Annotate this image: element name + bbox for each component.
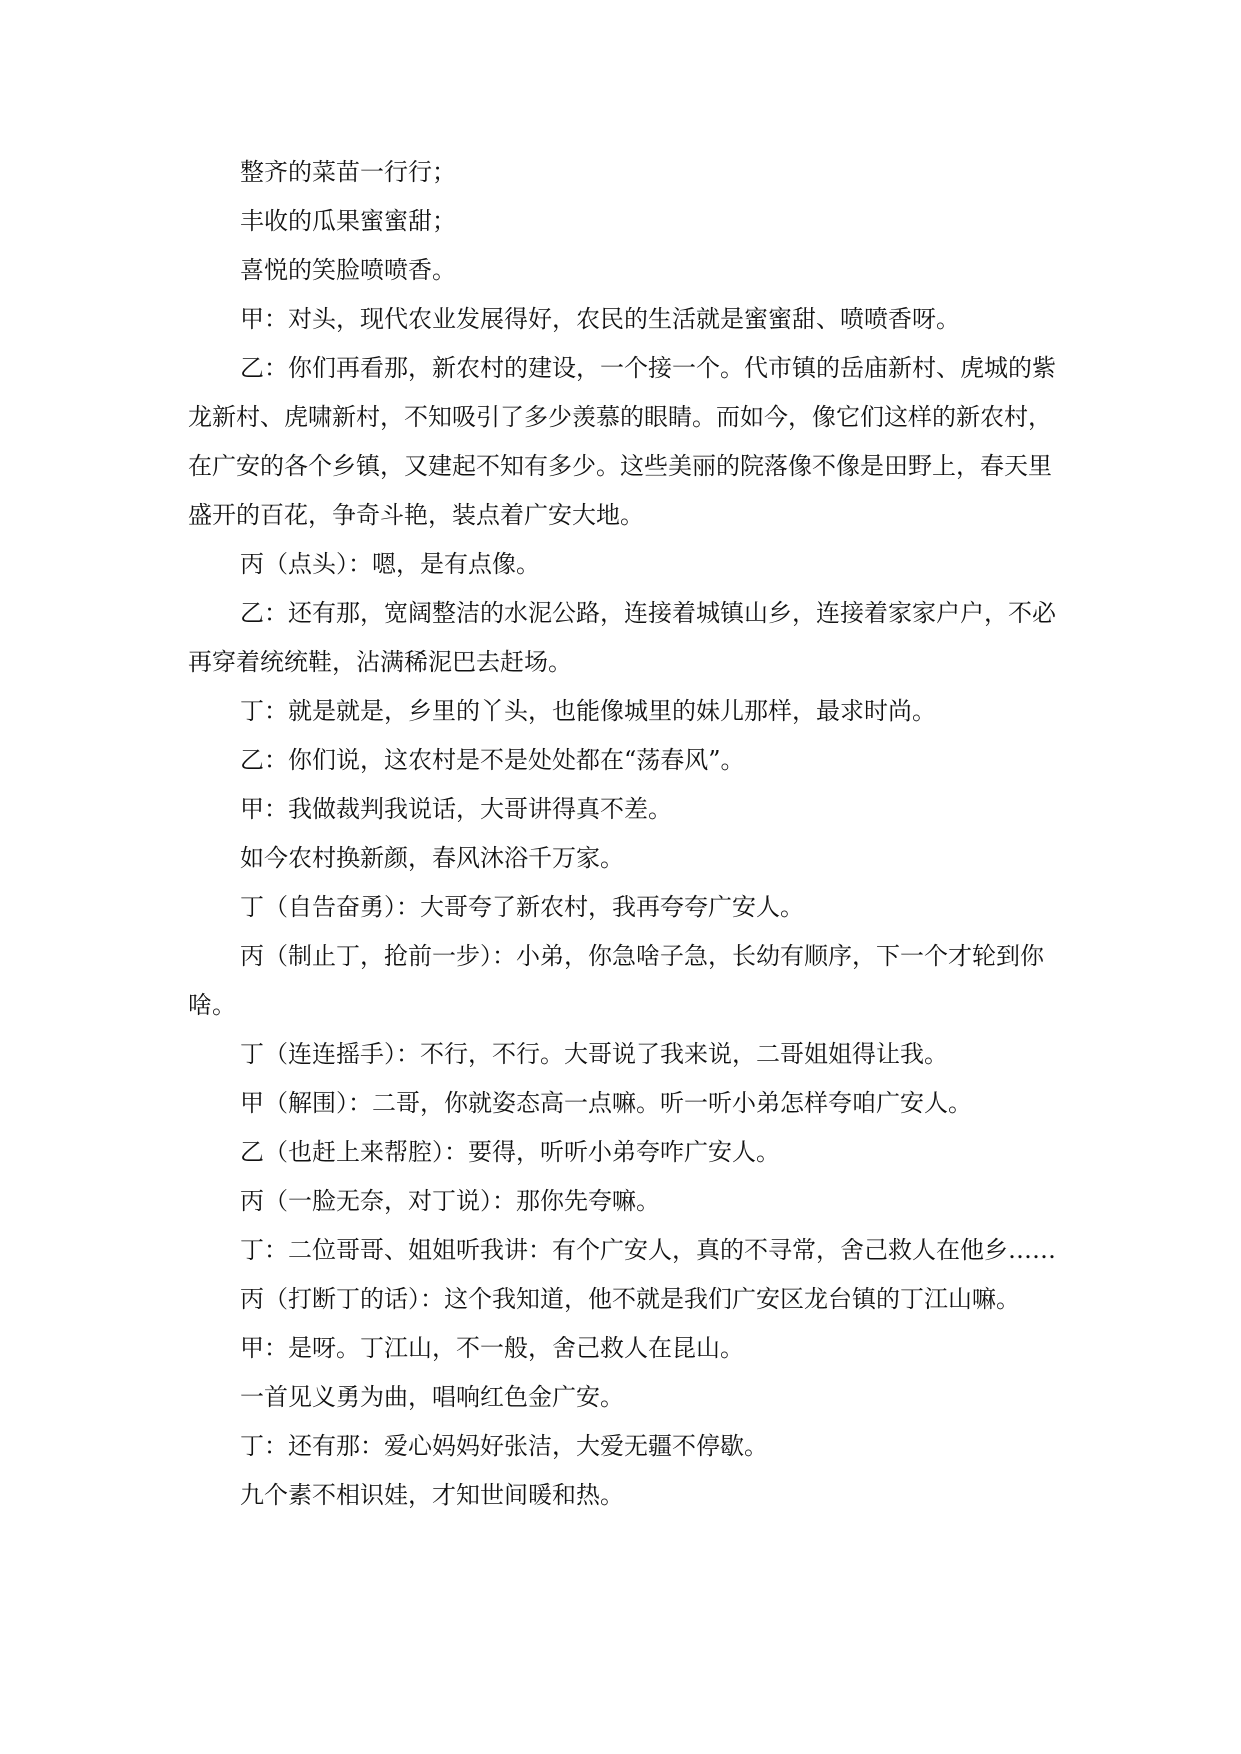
paragraph: 整齐的菜苗一行行； <box>240 158 456 186</box>
paragraph: 乙（也赶上来帮腔）：要得，听听小弟夸咋广安人。 <box>240 1138 780 1166</box>
paragraph: 丁（连连摇手）：不行，不行。大哥说了我来说，二哥姐姐得让我。 <box>240 1040 948 1068</box>
paragraph: 甲：我做裁判我说话，大哥讲得真不差。 <box>240 795 672 823</box>
paragraph: 一首见义勇为曲，唱响红色金广安。 <box>240 1383 624 1411</box>
paragraph: 丁：二位哥哥、姐姐听我讲：有个广安人，真的不寻常，舍己救人在他乡…… <box>240 1236 1056 1264</box>
paragraph: 九个素不相识娃，才知世间暖和热。 <box>240 1481 624 1509</box>
paragraph: 甲：是呀。丁江山，不一般，舍己救人在昆山。 <box>240 1334 744 1362</box>
paragraph: 丙（打断丁的话）：这个我知道，他不就是我们广安区龙台镇的丁江山嘛。 <box>240 1285 1020 1313</box>
paragraph: 丁：还有那：爱心妈妈好张洁，大爱无疆不停歇。 <box>240 1432 768 1460</box>
paragraph: 乙：还有那，宽阔整洁的水泥公路，连接着城镇山乡，连接着家家户户，不必再穿着统统鞋，沾满稀泥巴去赶场。 <box>188 599 1056 676</box>
paragraph: 喜悦的笑脸喷喷香。 <box>240 256 456 284</box>
paragraph: 甲（解围）：二哥，你就姿态高一点嘛。听一听小弟怎样夸咱广安人。 <box>240 1089 972 1117</box>
paragraph: 丙（一脸无奈，对丁说）：那你先夸嘛。 <box>240 1187 660 1215</box>
paragraph: 丰收的瓜果蜜蜜甜； <box>240 207 456 235</box>
paragraph: 丁（自告奋勇）：大哥夸了新农村，我再夸夸广安人。 <box>240 893 804 921</box>
paragraph: 乙：你们再看那，新农村的建设，一个接一个。代市镇的岳庙新村、虎城的紫龙新村、虎啸新村，不知吸引了多少羡慕的眼睛。而如今，像它们这样的新农村，在广安的各个乡镇，又建起不知有多少。这些美丽的院落像不像是田野上，春天里盛开的百花，争奇斗艳，装点着广安大地。 <box>188 354 1056 529</box>
paragraph: 丙（制止丁，抢前一步）：小弟，你急啥子急，长幼有顺序，下一个才轮到你啥。 <box>188 942 1044 1019</box>
paragraph: 甲：对头，现代农业发展得好，农民的生活就是蜜蜜甜、喷喷香呀。 <box>240 305 960 333</box>
paragraph: 丙（点头）：嗯，是有点像。 <box>240 550 540 578</box>
paragraph: 如今农村换新颜，春风沐浴千万家。 <box>240 844 624 872</box>
paragraph: 乙：你们说，这农村是不是处处都在“荡春风”。 <box>240 746 745 774</box>
paragraph: 丁：就是就是，乡里的丫头，也能像城里的妹儿那样，最求时尚。 <box>240 697 936 725</box>
document-body <box>188 148 1056 1520</box>
